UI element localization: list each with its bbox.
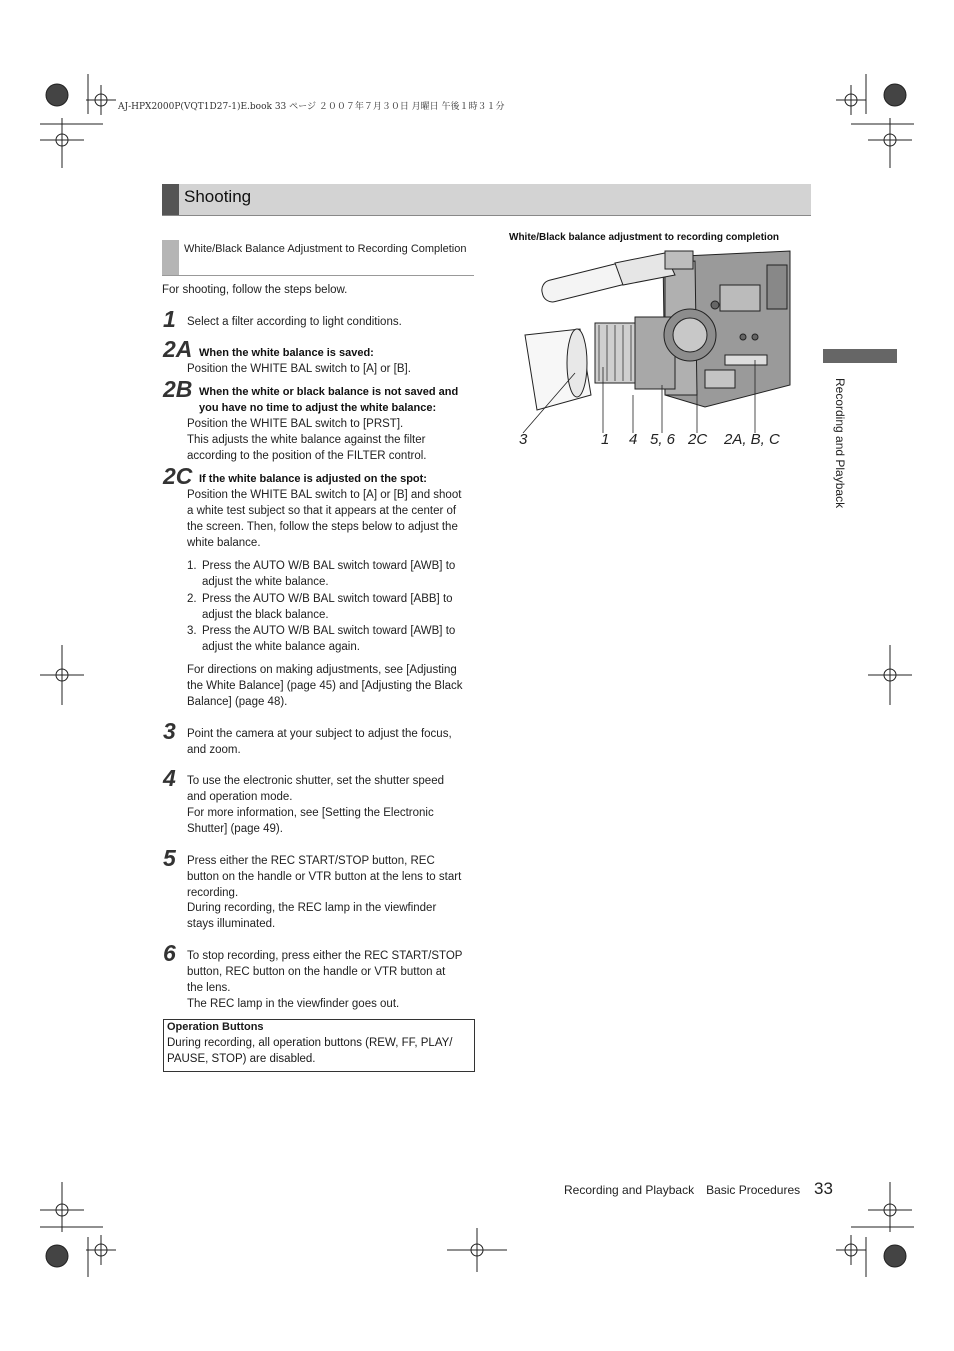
step-2c-note-1: For directions on making adjustments, see [Adjusting <box>187 664 457 676</box>
operation-buttons-note <box>163 1019 475 1072</box>
step-6-number: 6 <box>163 940 176 966</box>
step-2b-line-1: Position the WHITE BAL switch to [PRST]. <box>187 418 404 430</box>
step-5-number: 5 <box>163 845 176 871</box>
step-2c-line-2: a white test subject so that it appears at the center of <box>187 505 457 517</box>
list-item-2-line-2: adjust the black balance. <box>202 609 329 621</box>
list-item-2-number: 2. <box>187 593 197 605</box>
callout-2c: 2C <box>688 431 708 448</box>
page-number: 33 <box>814 1179 833 1198</box>
step-2c-note-2: the White Balance] (page 45) and [Adjusting the Black <box>187 680 463 692</box>
step-2a-number: 2A <box>163 336 193 362</box>
callout-5-6: 5, 6 <box>650 431 676 448</box>
step-5-line-3: recording. <box>187 887 239 899</box>
subsection-title: White/Black Balance Adjustment to Recording Completion <box>184 243 467 255</box>
callout-2a-b-c: 2A, B, C <box>724 431 780 448</box>
subsection-header <box>162 240 474 276</box>
intro-text: For shooting, follow the steps below. <box>162 284 348 296</box>
step-2c-note-3: Balance] (page 48). <box>187 696 288 708</box>
callout-1: 1 <box>601 431 610 448</box>
step-5-line-4: During recording, the REC lamp in the viewfinder <box>187 902 437 914</box>
step-2a-text: Position the WHITE BAL switch to [A] or [B]. <box>187 363 411 375</box>
step-2c-number: 2C <box>163 463 193 489</box>
page-footer <box>564 1183 800 1197</box>
list-item-3-number: 3. <box>187 625 197 637</box>
chapter-side-label: Recording and Playback <box>833 378 847 509</box>
subsection-accent <box>162 240 179 275</box>
list-item-1-line-2: adjust the white balance. <box>202 576 329 588</box>
chapter-side-tab <box>823 349 897 363</box>
step-1-text: Select a filter according to light conditions. <box>187 316 402 328</box>
step-2c-line-1: Position the WHITE BAL switch to [A] or [B] and shoot <box>187 489 462 501</box>
step-2c-title: If the white balance is adjusted on the spot: <box>199 473 427 485</box>
step-6-line-1: To stop recording, press either the REC START/STOP <box>187 950 463 962</box>
list-item-1-line-1: Press the AUTO W/B BAL switch toward [AWB] to <box>202 560 456 572</box>
file-info: AJ-HPX2000P(VQT1D27-1)E.book 33 ページ ２００７年７月３０日 月曜日 午後１時３１分 <box>118 102 505 112</box>
section-header <box>162 184 811 216</box>
step-3-number: 3 <box>163 718 176 744</box>
list-item-3-line-2: adjust the white balance again. <box>202 641 360 653</box>
callout-3: 3 <box>519 431 528 448</box>
footer-section: Basic Procedures <box>706 1183 801 1197</box>
section-title: Shooting <box>184 187 252 206</box>
step-4-line-4: Shutter] (page 49). <box>187 823 283 835</box>
footer-chapter: Recording and Playback <box>564 1183 695 1197</box>
camera-illustration <box>515 245 795 435</box>
step-2a-title: When the white balance is saved: <box>199 347 374 359</box>
note-title: Operation Buttons <box>167 1021 264 1033</box>
list-item-3-line-1: Press the AUTO W/B BAL switch toward [AWB] to <box>202 625 456 637</box>
step-4-line-1: To use the electronic shutter, set the shutter speed <box>187 775 444 787</box>
step-2c-line-4: white balance. <box>187 537 261 549</box>
step-5-line-5: stays illuminated. <box>187 918 276 930</box>
step-5-line-1: Press either the REC START/STOP button, REC <box>187 855 435 867</box>
step-4-line-3: For more information, see [Setting the Electronic <box>187 807 434 819</box>
step-2b-number: 2B <box>163 376 193 402</box>
step-2b-title-2: you have no time to adjust the white balance: <box>199 402 437 414</box>
step-6-line-3: the lens. <box>187 982 231 994</box>
section-accent <box>162 184 179 215</box>
step-2b-title-1: When the white or black balance is not saved and <box>199 386 459 398</box>
step-4-line-2: and operation mode. <box>187 791 293 803</box>
step-4-number: 4 <box>163 765 176 791</box>
step-2b-line-3: according to the position of the FILTER control. <box>187 450 427 462</box>
list-item-1-number: 1. <box>187 560 197 572</box>
note-line-1: During recording, all operation buttons (REW, FF, PLAY/ <box>167 1037 453 1049</box>
list-item-2-line-1: Press the AUTO W/B BAL switch toward [ABB] to <box>202 593 453 605</box>
step-2c-line-3: the screen. Then, follow the steps below to adjust the <box>187 521 458 533</box>
step-5-line-2: button on the handle or VTR button at the lens to start <box>187 871 462 883</box>
callout-4: 4 <box>629 431 638 448</box>
note-line-2: PAUSE, STOP) are disabled. <box>167 1053 316 1065</box>
step-1-number: 1 <box>163 306 176 332</box>
figure-caption: White/Black balance adjustment to recording completion <box>509 232 780 243</box>
step-3-line-2: and zoom. <box>187 744 241 756</box>
step-6-line-4: The REC lamp in the viewfinder goes out. <box>187 998 400 1010</box>
step-3-line-1: Point the camera at your subject to adjust the focus, <box>187 728 452 740</box>
note-body <box>167 1035 472 1067</box>
step-2b-line-2: This adjusts the white balance against the filter <box>187 434 426 446</box>
step-6-line-2: button, REC button on the handle or VTR button at <box>187 966 446 978</box>
